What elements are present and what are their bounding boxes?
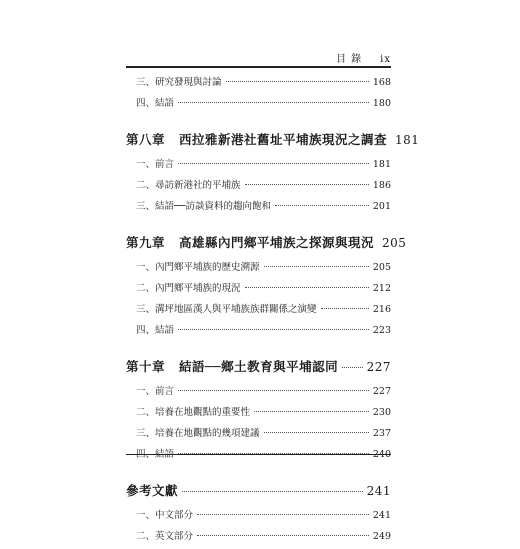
entry-page-number: 212 xyxy=(372,283,391,294)
dot-leader xyxy=(182,491,363,492)
entry-page-number: 186 xyxy=(372,180,391,191)
toc-entry xyxy=(126,259,391,280)
entry-label: 一、內門鄉平埔族的歷史溯源 xyxy=(136,262,260,273)
running-header xyxy=(126,50,391,66)
toc-entry xyxy=(126,198,391,219)
toc-entry xyxy=(126,507,391,528)
entry-label: 二、英文部分 xyxy=(136,531,194,542)
entry-page-number: 237 xyxy=(372,428,391,439)
entry-page-number: 230 xyxy=(372,407,391,418)
dot-leader xyxy=(275,205,369,206)
chapter-page-number: 205 xyxy=(382,236,407,250)
toc-entry xyxy=(126,404,391,425)
running-header-title: 目 錄 xyxy=(335,54,363,65)
dot-leader xyxy=(245,287,369,288)
table-of-contents xyxy=(126,74,420,549)
dot-leader xyxy=(197,514,369,515)
header-rule xyxy=(126,66,391,68)
dot-leader xyxy=(178,390,369,391)
toc-entry xyxy=(126,322,391,343)
entry-label: 三、結語──訪談資料的趨向飽和 xyxy=(136,201,271,212)
references-heading xyxy=(126,481,391,507)
dot-leader xyxy=(264,432,369,433)
entry-label xyxy=(136,446,174,460)
chapter-heading xyxy=(126,233,407,259)
toc-entry xyxy=(126,74,391,95)
entry-label: 二、尋訪新港社的平埔族 xyxy=(136,180,241,191)
dot-leader xyxy=(197,535,369,536)
dot-leader xyxy=(245,184,369,185)
entry-label: 一、前言 xyxy=(136,386,175,397)
toc-entry xyxy=(126,156,391,177)
toc-entry xyxy=(126,528,391,549)
chapter-title: 西拉雅新港社舊址平埔族現況之調查 xyxy=(179,132,388,147)
entry-label: 一、中文部分 xyxy=(136,510,194,521)
entry-page-number: 180 xyxy=(372,98,391,109)
entry-page-number: 227 xyxy=(372,386,391,397)
dot-leader xyxy=(321,308,369,309)
chapter-heading xyxy=(126,130,420,156)
toc-entry xyxy=(126,446,391,467)
entry-page-number: 201 xyxy=(372,201,391,212)
footer-rule xyxy=(126,454,391,455)
entry-page-number: 249 xyxy=(372,531,391,542)
entry-label: 三、培養在地觀點的幾項建議 xyxy=(136,428,260,439)
entry-label: 四、結語 xyxy=(136,325,175,336)
toc-entry xyxy=(126,383,391,404)
entry-page-number: 181 xyxy=(372,159,391,170)
dot-leader xyxy=(226,81,369,82)
chapter-number: 第十章 xyxy=(126,359,166,374)
chapter-number: 第九章 xyxy=(126,235,166,250)
toc-entry xyxy=(126,425,391,446)
dot-leader xyxy=(342,367,363,368)
dot-leader xyxy=(178,329,369,330)
chapter-title: 高雄縣內門鄉平埔族之探源與現況 xyxy=(179,235,375,250)
dot-leader xyxy=(264,266,369,267)
references-title: 參考文獻 xyxy=(126,483,179,498)
chapter-page-number: 181 xyxy=(395,133,420,147)
entry-page-number: 205 xyxy=(372,262,391,273)
entry-label: 四、結語 xyxy=(136,98,175,109)
chapter-number: 第八章 xyxy=(126,132,166,147)
entry-label: 三、研究發現與討論 xyxy=(136,77,222,88)
dot-leader xyxy=(178,102,369,103)
references-page-number: 241 xyxy=(366,484,391,498)
entry-page-number: 168 xyxy=(372,77,391,88)
running-header-page-number: ix xyxy=(380,54,391,65)
toc-entry xyxy=(126,95,391,116)
entry-page-number: 216 xyxy=(372,304,391,315)
chapter-title: 結語──鄉土教育與平埔認同 xyxy=(179,359,339,374)
chapter-page-number: 227 xyxy=(366,360,391,374)
toc-entry xyxy=(126,280,391,301)
chapter-heading xyxy=(126,357,391,383)
dot-leader xyxy=(178,163,369,164)
entry-page-number: 223 xyxy=(372,325,391,336)
entry-label: 二、培養在地觀點的重要性 xyxy=(136,407,251,418)
entry-label: 二、內門鄉平埔族的現況 xyxy=(136,283,241,294)
toc-entry xyxy=(126,301,391,322)
entry-page-number: 241 xyxy=(372,510,391,521)
entry-label: 三、溝坪地區漢人與平埔族族群關係之演變 xyxy=(136,304,317,315)
dot-leader xyxy=(254,411,369,412)
entry-label: 一、前言 xyxy=(136,159,175,170)
toc-entry xyxy=(126,177,391,198)
